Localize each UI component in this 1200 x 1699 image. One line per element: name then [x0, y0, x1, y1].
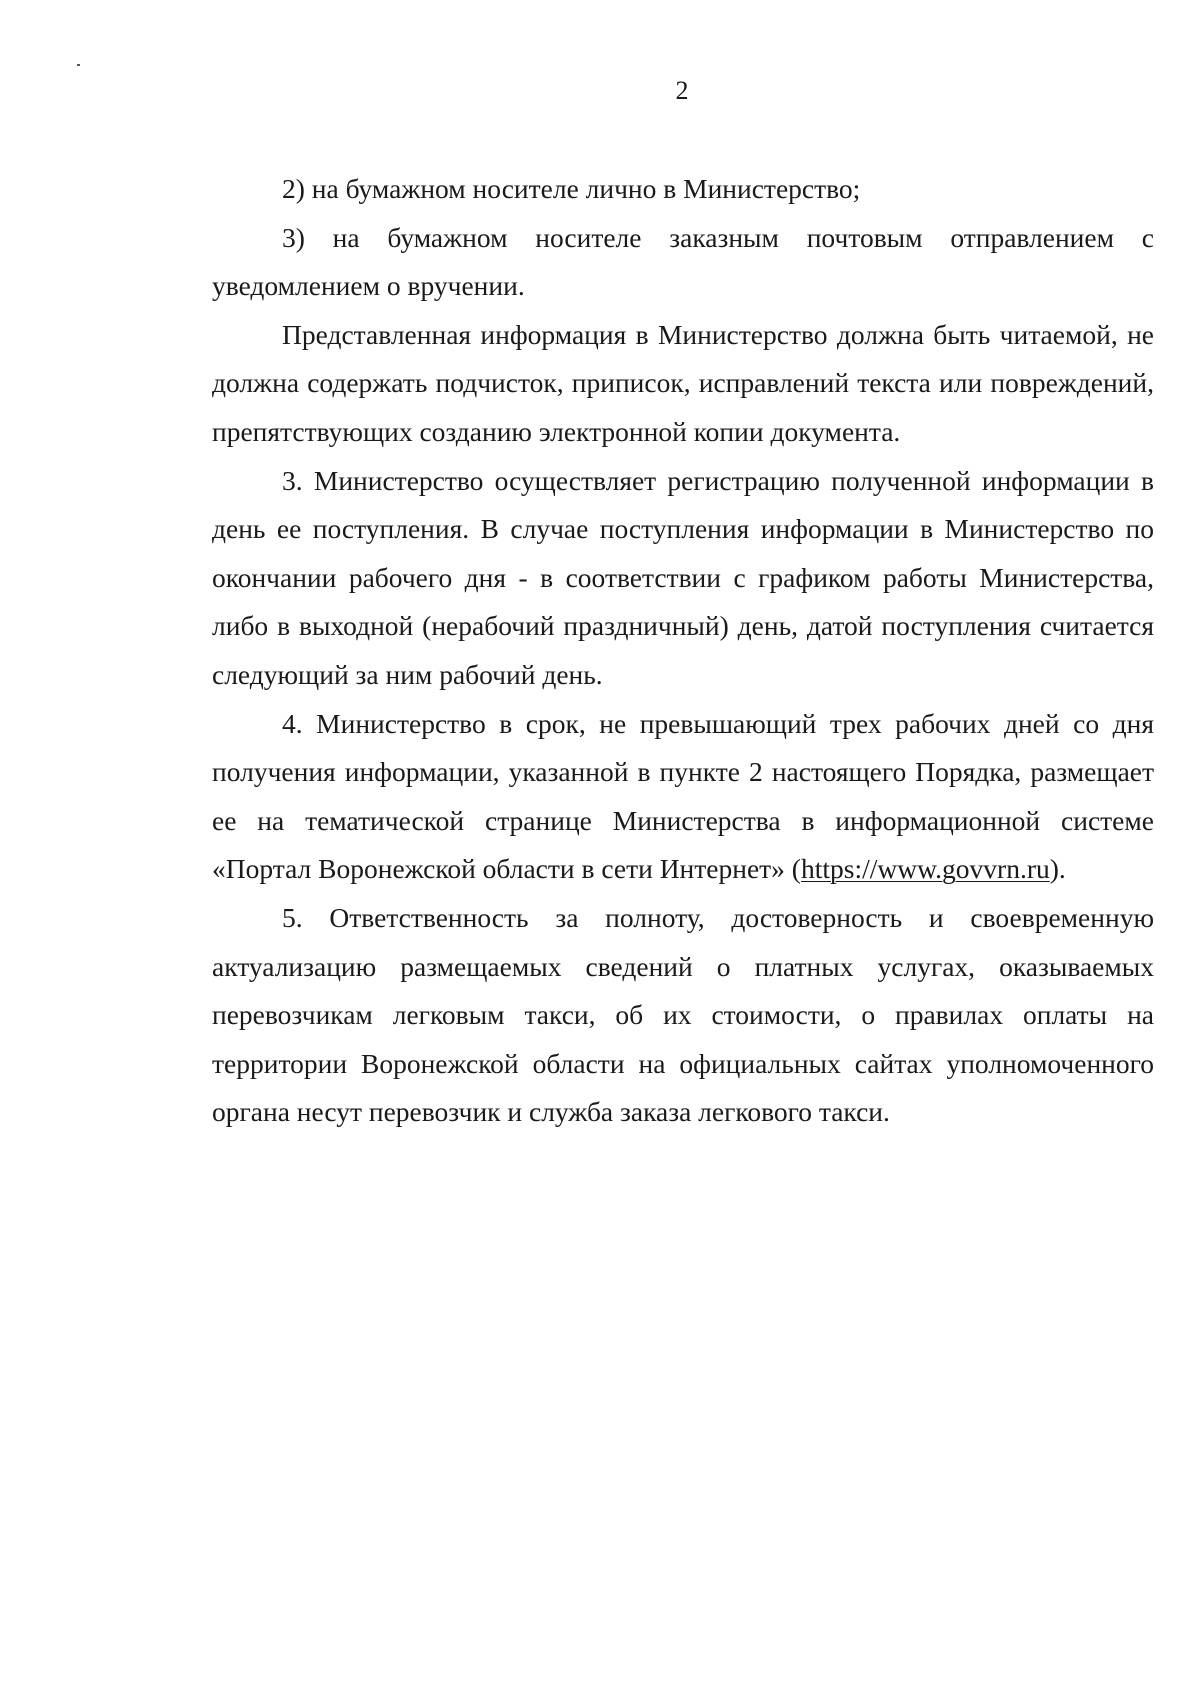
clause-4-text: 4. Министерство в срок, не превышающий трех рабочих дней со дня получения информации, указанной в пункте 2 настоящего Порядка, размещает ее на тематической странице Министерства в информационной системе «Портал Воронежской области в сети Интернет» (	[212, 707, 1154, 885]
clause-4-text-end: ).	[1049, 853, 1066, 885]
document-body	[212, 165, 1154, 1137]
paragraph-clause-4	[212, 700, 1154, 894]
paragraph-item-2: 2) на бумажном носителе лично в Министерство;	[282, 173, 861, 204]
paragraph-item-3: 3) на бумажном носителе заказным почтовым отправлением с уведомлением о вручении.	[212, 221, 1154, 302]
paragraph-clause-3: 3. Министерство осуществляет регистрацию полученной информации в день ее поступления. В случае поступления информации в Министерство по окончании рабочего дня - в соответствии с графиком работы Министерства, либо в выходной (нерабочий праздничный) день, датой поступления считается следующий за ним рабочий день.	[212, 464, 1154, 690]
paragraph-clause-5: 5. Ответственность за полноту, достоверность и своевременную актуализацию размещаемых сведений о платных услугах, оказываемых перевозчикам легковым такси, об их стоимости, о правилах оплаты на территории Воронежской области на официальных сайтах уполномоченного органа несут перевозчик и служба заказа легкового такси.	[212, 901, 1154, 1128]
paragraph-info-requirements: Представленная информация в Министерство должна быть читаемой, не должна содержать подчисток, приписок, исправлений текста или повреждений, препятствующих созданию электронной копии документа.	[212, 318, 1154, 447]
page-number: 2	[675, 76, 689, 105]
scan-artifact-mark	[77, 64, 80, 66]
portal-link[interactable]: https://www.govvrn.ru	[800, 853, 1050, 885]
